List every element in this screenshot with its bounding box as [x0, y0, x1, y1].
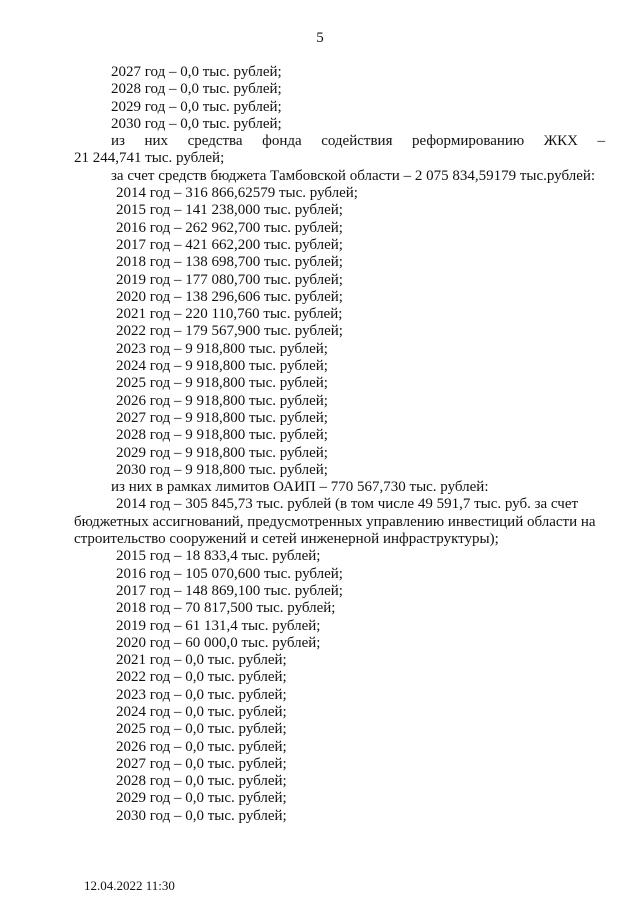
year-amount-line: 2027 год – 0,0 тыс. рублей;: [111, 64, 282, 80]
year-amount-line: 2019 год – 177 080,700 тыс. рублей;: [116, 271, 343, 288]
year-amount-line: 2016 год – 105 070,600 тыс. рублей;: [116, 565, 343, 582]
oaip-years-2025-2030: [0, 721, 640, 825]
fund-line-word: фонда: [262, 133, 302, 150]
year-amount-line: 2015 год – 141 238,000 тыс. рублей;: [116, 202, 343, 219]
year-amount-line: 2025 год – 9 918,800 тыс. рублей;: [116, 375, 328, 392]
year-amount-line: 2030 год – 9 918,800 тыс. рублей;: [116, 461, 328, 478]
year-amount-line: 2023 год – 9 918,800 тыс. рублей;: [116, 340, 328, 357]
fund-line-word: из: [111, 133, 125, 150]
fund-reform-amount: 21 244,741 тыс. рублей;: [74, 150, 225, 167]
fund-reform-line: [0, 133, 640, 150]
year-amount-line: 2029 год – 0,0 тыс. рублей;: [111, 98, 282, 115]
year-amount-line: 2028 год – 9 918,800 тыс. рублей;: [116, 427, 328, 444]
year-amount-line: 2017 год – 421 662,200 тыс. рублей;: [116, 236, 343, 253]
year-amount-line: 2027 год – 0,0 тыс. рублей;: [116, 755, 287, 772]
oaip-limits-header: из них в рамках лимитов ОАИП – 770 567,730 тыс. рублей:: [111, 479, 489, 496]
year-amount-line: 2025 год – 0,0 тыс. рублей;: [116, 721, 287, 738]
oaip-years-2015-2024: [0, 548, 640, 721]
year-amount-line: 2027 год – 9 918,800 тыс. рублей;: [116, 409, 328, 426]
year-amount-line: 2028 год – 0,0 тыс. рублей;: [116, 773, 287, 790]
document-body: [0, 64, 640, 825]
year-amount-line: 2021 год – 0,0 тыс. рублей;: [116, 652, 287, 669]
year-amount-line: 2030 год – 0,0 тыс. рублей;: [116, 807, 287, 824]
year-amount-line: 2017 год – 148 869,100 тыс. рублей;: [116, 582, 343, 599]
year-amount-line: 2022 год – 179 567,900 тыс. рублей;: [116, 323, 343, 340]
funding-block-2027-2030: [0, 64, 640, 133]
year-amount-line: 2030 год – 0,0 тыс. рублей;: [111, 115, 282, 132]
regional-budget-header: за счет средств бюджета Тамбовской области – 2 075 834,59179 тыс.рублей:: [111, 167, 596, 184]
fund-line-word: –: [597, 133, 605, 150]
year-amount-line: 2023 год – 0,0 тыс. рублей;: [116, 686, 287, 703]
year-amount-line: 2018 год – 70 817,500 тыс. рублей;: [116, 600, 336, 617]
page-number: 5: [316, 30, 324, 46]
fund-line-word: реформированию: [412, 133, 525, 150]
oaip-2014-line2: бюджетных ассигнований, предусмотренных управлению инвестиций области на: [74, 513, 596, 530]
oaip-2014-line1: 2014 год – 305 845,73 тыс. рублей (в том числе 49 591,7 тыс. руб. за счет: [116, 496, 579, 513]
year-amount-line: 2020 год – 138 296,606 тыс. рублей;: [116, 288, 343, 305]
fund-line-word: ЖКХ: [543, 133, 578, 150]
footer-timestamp: 12.04.2022 11:30: [84, 878, 175, 893]
year-amount-line: 2019 год – 61 131,4 тыс. рублей;: [116, 617, 321, 634]
regional-budget-years: [0, 185, 640, 479]
year-amount-line: 2029 год – 9 918,800 тыс. рублей;: [116, 444, 328, 461]
oaip-2014-line3: строительство сооружений и сетей инженерной инфраструктуры);: [74, 531, 499, 548]
year-amount-line: 2018 год – 138 698,700 тыс. рублей;: [116, 254, 343, 271]
year-amount-line: 2021 год – 220 110,760 тыс. рублей;: [116, 306, 343, 323]
fund-line-word: содействия: [321, 133, 393, 150]
year-amount-line: 2015 год – 18 833,4 тыс. рублей;: [116, 548, 321, 565]
year-amount-line: 2028 год – 0,0 тыс. рублей;: [111, 81, 282, 98]
year-amount-line: 2016 год – 262 962,700 тыс. рублей;: [116, 219, 343, 236]
year-amount-line: 2024 год – 9 918,800 тыс. рублей;: [116, 358, 328, 375]
fund-line-word: средства: [187, 133, 243, 150]
year-amount-line: 2026 год – 0,0 тыс. рублей;: [116, 738, 287, 755]
year-amount-line: 2022 год – 0,0 тыс. рублей;: [116, 669, 287, 686]
year-amount-line: 2020 год – 60 000,0 тыс. рублей;: [116, 634, 321, 651]
year-amount-line: 2024 год – 0,0 тыс. рублей;: [116, 703, 287, 720]
year-amount-line: 2026 год – 9 918,800 тыс. рублей;: [116, 392, 328, 409]
year-amount-line: 2029 год – 0,0 тыс. рублей;: [116, 790, 287, 807]
fund-line-word: них: [144, 133, 169, 150]
year-amount-line: 2014 год – 316 866,62579 тыс. рублей;: [116, 185, 358, 202]
